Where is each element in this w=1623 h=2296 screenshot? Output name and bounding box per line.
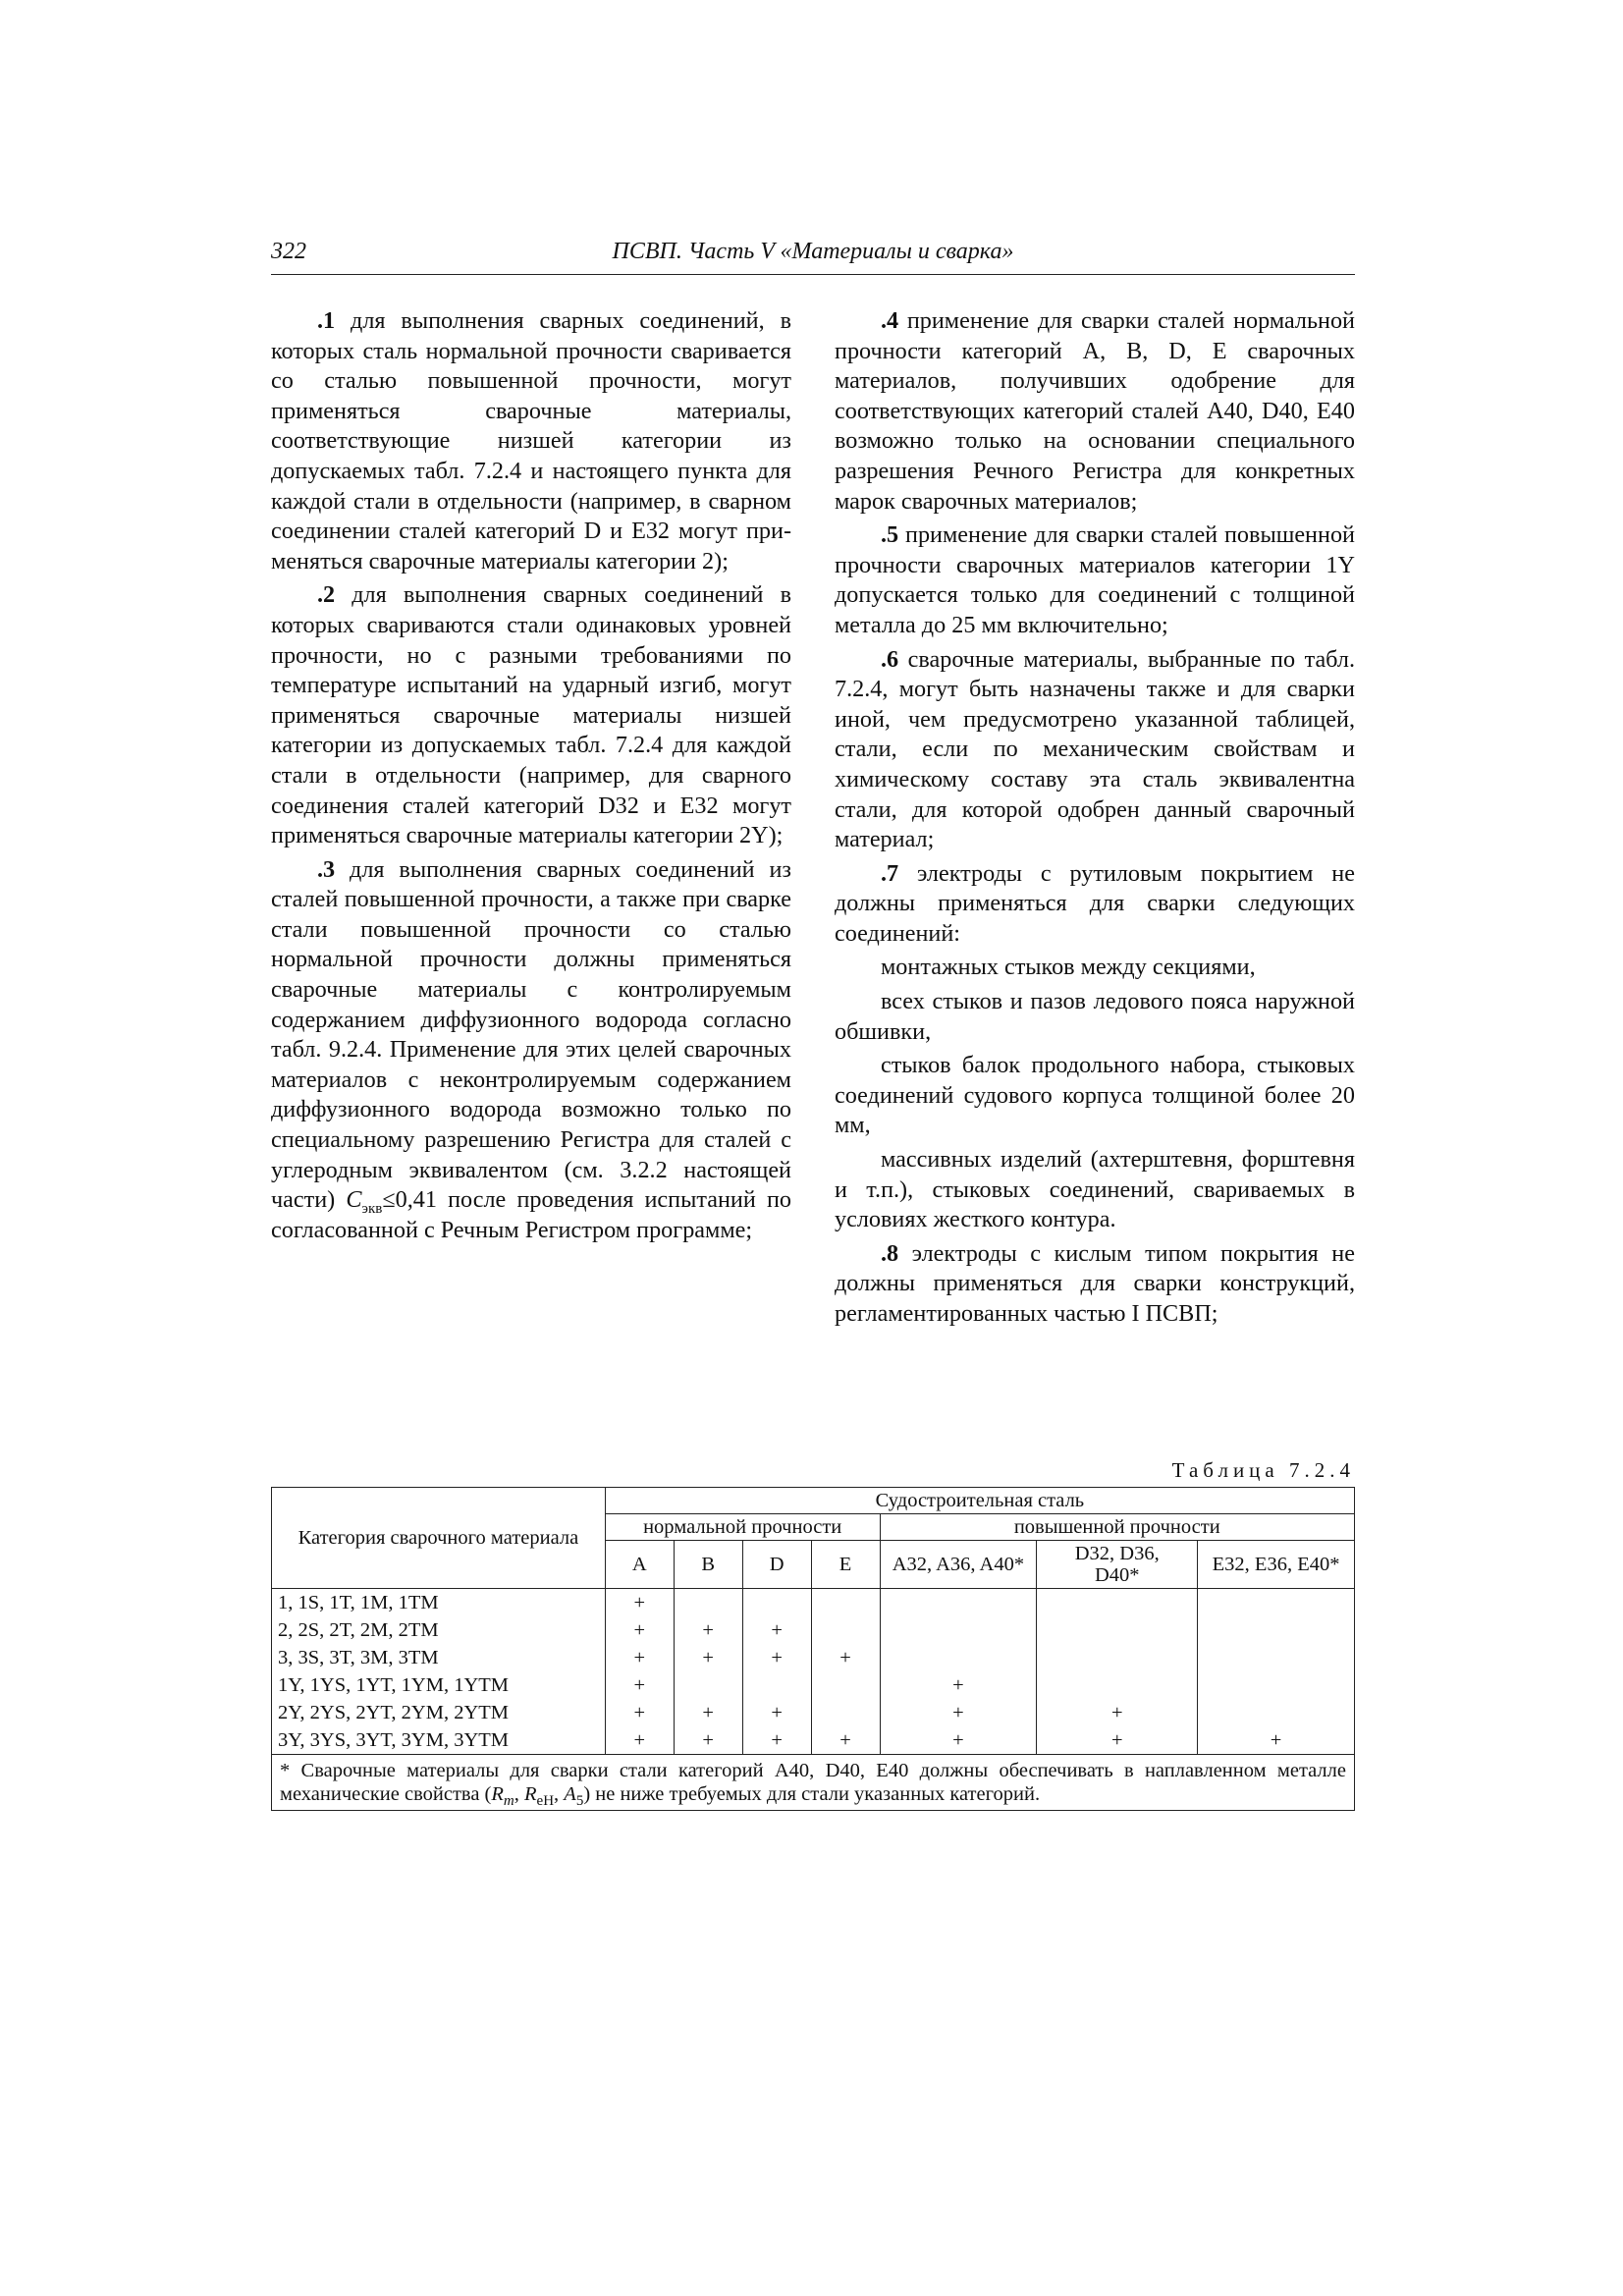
carbon-equivalent-symbol: С bbox=[346, 1186, 362, 1214]
paragraph-2 bbox=[271, 580, 791, 850]
footnote-separator: , bbox=[554, 1783, 565, 1805]
footnote-text: ) не ниже требуемых для стали указанных категорий. bbox=[583, 1783, 1041, 1805]
header-normal-strength: нормальной прочности bbox=[605, 1514, 880, 1541]
symbol-rm-subscript: m bbox=[503, 1793, 514, 1810]
paragraph-text: электроды с рутиловым покрытием не должны применяться для сварки следующих соединений: bbox=[835, 859, 1355, 947]
paragraph-text: применение для сварки сталей нормальной прочности категорий А, В, D, E сварочных материалов, получивших одобрение для соответствующих категорий сталей А40, D40, E40 возможно только на основании специального разрешения Речного Регистра для конкретных марок сварочных материалов; bbox=[835, 307, 1355, 515]
mark-cell bbox=[1198, 1699, 1355, 1726]
mark-cell: + bbox=[1037, 1699, 1198, 1726]
category-cell: 2, 2S, 2T, 2M, 2TM bbox=[272, 1616, 606, 1644]
column-header: A bbox=[605, 1541, 674, 1589]
item-number: .1 bbox=[317, 307, 336, 334]
mark-cell bbox=[674, 1589, 742, 1617]
paragraph-7c: стыков балок продольного набора, стыковых соединений судового корпуса толщиной более 20 мм, bbox=[835, 1052, 1355, 1139]
mark-cell bbox=[880, 1644, 1037, 1671]
welding-materials-table bbox=[271, 1487, 1355, 1811]
table-caption: Таблица 7.2.4 bbox=[1171, 1458, 1355, 1482]
mark-cell bbox=[1037, 1644, 1198, 1671]
mark-cell: + bbox=[674, 1699, 742, 1726]
mark-cell: + bbox=[742, 1726, 811, 1755]
table-footnote-row bbox=[272, 1755, 1355, 1811]
column-header: E32, E36, E40* bbox=[1198, 1541, 1355, 1589]
item-number: .2 bbox=[317, 581, 336, 609]
mark-cell: + bbox=[811, 1644, 880, 1671]
right-column bbox=[835, 306, 1355, 1334]
mark-cell: + bbox=[674, 1644, 742, 1671]
mark-cell bbox=[1037, 1671, 1198, 1699]
column-header: B bbox=[674, 1541, 742, 1589]
mark-cell: + bbox=[742, 1616, 811, 1644]
mark-cell bbox=[742, 1671, 811, 1699]
mark-cell bbox=[742, 1589, 811, 1617]
mark-cell: + bbox=[605, 1644, 674, 1671]
paragraph-7d: массивных изделий (ахтерштевня, форштевня и т.п.), стыковых соединений, свариваемых в условиях жесткого контура. bbox=[835, 1146, 1355, 1233]
mark-cell bbox=[1037, 1616, 1198, 1644]
item-number: .6 bbox=[881, 645, 899, 673]
mark-cell bbox=[811, 1616, 880, 1644]
paragraph-3 bbox=[271, 855, 791, 1246]
header-steel: Судостроительная сталь bbox=[605, 1488, 1354, 1514]
paragraph-text: для выполнения сварных соединений из сталей повышенной прочности, а также при сварке стали повышенной прочности со сталью нормальной прочности должны применяться сварочные материалы с контролируемым содержанием диффузионного водорода согласно табл. 9.2.4. Применение для этих целей сварочных материалов с неконтролируемым содержанием диффузионного водорода возможно только по специальному разрешению Регистра для сталей с углеродным эквивалентом (см. 3.2.2 настоящей части) bbox=[271, 855, 791, 1214]
mark-cell bbox=[1198, 1644, 1355, 1671]
mark-cell: + bbox=[674, 1616, 742, 1644]
running-title: ПСВП. Часть V «Материалы и сварка» bbox=[612, 239, 1014, 264]
symbol-a5: A bbox=[564, 1783, 576, 1805]
category-cell: 1Y, 1YS, 1YT, 1YM, 1YTM bbox=[272, 1671, 606, 1699]
paragraph-text: сварочные материалы, выбранные по табл. 7.2.4, могут быть назначены также и для сварки иной, чем предусмотрено указанной таблицей, стали, если по механическим свойствам и химическому составу эта сталь эквивалентна стали, для которой одобрен данный сварочный материал; bbox=[835, 645, 1355, 853]
mark-cell bbox=[811, 1589, 880, 1617]
table-row bbox=[272, 1644, 1355, 1671]
header-category: Категория сварочного материала bbox=[272, 1488, 606, 1589]
footnote-separator: , bbox=[514, 1783, 524, 1805]
table-row bbox=[272, 1589, 1355, 1617]
symbol-rm: R bbox=[491, 1783, 504, 1805]
mark-cell: + bbox=[811, 1726, 880, 1755]
symbol-reh: R bbox=[524, 1783, 537, 1805]
mark-cell: + bbox=[742, 1699, 811, 1726]
running-header bbox=[271, 239, 1355, 275]
mark-cell bbox=[811, 1671, 880, 1699]
paragraph-text: электроды с кислым типом покрытия не должны применяться для сварки конструкций, регламентированных частью I ПСВП; bbox=[835, 1239, 1355, 1327]
item-number: .5 bbox=[881, 521, 899, 549]
mark-cell bbox=[811, 1699, 880, 1726]
mark-cell bbox=[880, 1589, 1037, 1617]
item-number: .7 bbox=[881, 859, 899, 887]
paragraph-7b: всех стыков и пазов ледового пояса наружной обшивки, bbox=[835, 988, 1355, 1045]
mark-cell bbox=[1198, 1616, 1355, 1644]
mark-cell: + bbox=[605, 1726, 674, 1755]
symbol-a5-subscript: 5 bbox=[575, 1793, 584, 1810]
category-cell: 3Y, 3YS, 3YT, 3YM, 3YTM bbox=[272, 1726, 606, 1755]
carbon-equivalent-subscript: экв bbox=[361, 1201, 383, 1218]
paragraph-text: для выполнения сварных соединений в которых свариваются стали одинаковых уровней прочности, но с разными требованиями по температуре испытаний на ударный изгиб, могут применяться сварочные материалы низшей категории из допускаемых табл. 7.2.4 для каждой стали в отдельности (например, для сварного соединения сталей категорий D32 и Е32 могут применяться сварочные материалы категории 2Y); bbox=[271, 581, 791, 849]
paragraph-4 bbox=[835, 306, 1355, 517]
mark-cell bbox=[1037, 1589, 1198, 1617]
mark-cell bbox=[674, 1671, 742, 1699]
table-row bbox=[272, 1671, 1355, 1699]
item-number: .3 bbox=[317, 855, 336, 883]
table-row bbox=[272, 1726, 1355, 1755]
paragraph-5 bbox=[835, 520, 1355, 640]
mark-cell bbox=[1198, 1671, 1355, 1699]
paragraph-7 bbox=[835, 859, 1355, 950]
mark-cell: + bbox=[674, 1726, 742, 1755]
item-number: .4 bbox=[881, 307, 899, 334]
paragraph-6 bbox=[835, 645, 1355, 855]
item-number: .8 bbox=[881, 1239, 899, 1267]
column-header: A32, A36, A40* bbox=[880, 1541, 1037, 1589]
header-high-strength: повышенной прочности bbox=[880, 1514, 1354, 1541]
mark-cell: + bbox=[605, 1589, 674, 1617]
footnote-text: * Сварочные материалы для сварки стали категорий А40, D40, Е40 должны обеспечивать в наплавленном металле механические свойства ( bbox=[280, 1760, 1346, 1805]
paragraph-text: для выполнения сварных соединений, в которых сталь нормальной прочности сваривается со сталью повышенной прочности, могут применяться сварочные материалы, соответствующие низшей категории из допускаемых табл. 7.2.4 и настоящего пункта для каждой стали в отдельности (например, в сварном соединении сталей категорий D и Е32 могут применяться сварочные материалы категории 2); bbox=[271, 307, 791, 574]
mark-cell: + bbox=[605, 1699, 674, 1726]
paragraph-1 bbox=[271, 306, 791, 576]
mark-cell: + bbox=[880, 1671, 1037, 1699]
mark-cell bbox=[1198, 1589, 1355, 1617]
category-cell: 1, 1S, 1T, 1M, 1TM bbox=[272, 1589, 606, 1617]
table-row bbox=[272, 1699, 1355, 1726]
left-column bbox=[271, 306, 791, 1249]
page-number: 322 bbox=[271, 239, 306, 264]
paragraph-text: ≤0,41 после проведения испытаний по согласованной с Речным Регистром программе; bbox=[271, 1186, 791, 1243]
column-header: D32, D36, D40* bbox=[1037, 1541, 1198, 1589]
mark-cell: + bbox=[880, 1726, 1037, 1755]
category-cell: 3, 3S, 3T, 3M, 3TM bbox=[272, 1644, 606, 1671]
column-header: D bbox=[742, 1541, 811, 1589]
paragraph-7a: монтажных стыков между секциями, bbox=[881, 954, 1256, 981]
table-footnote bbox=[272, 1755, 1355, 1811]
mark-cell: + bbox=[1198, 1726, 1355, 1755]
mark-cell bbox=[880, 1616, 1037, 1644]
mark-cell: + bbox=[880, 1699, 1037, 1726]
table-row bbox=[272, 1616, 1355, 1644]
mark-cell: + bbox=[1037, 1726, 1198, 1755]
paragraph-8 bbox=[835, 1239, 1355, 1330]
mark-cell: + bbox=[605, 1671, 674, 1699]
paragraph-text: применение для сварки сталей повышенной прочности сварочных материалов категории 1Y допускается только для соединений с толщиной металла до 25 мм включительно; bbox=[835, 521, 1355, 638]
column-header: E bbox=[811, 1541, 880, 1589]
mark-cell: + bbox=[605, 1616, 674, 1644]
mark-cell: + bbox=[742, 1644, 811, 1671]
symbol-reh-subscript: eH bbox=[536, 1793, 555, 1810]
category-cell: 2Y, 2YS, 2YT, 2YM, 2YTM bbox=[272, 1699, 606, 1726]
